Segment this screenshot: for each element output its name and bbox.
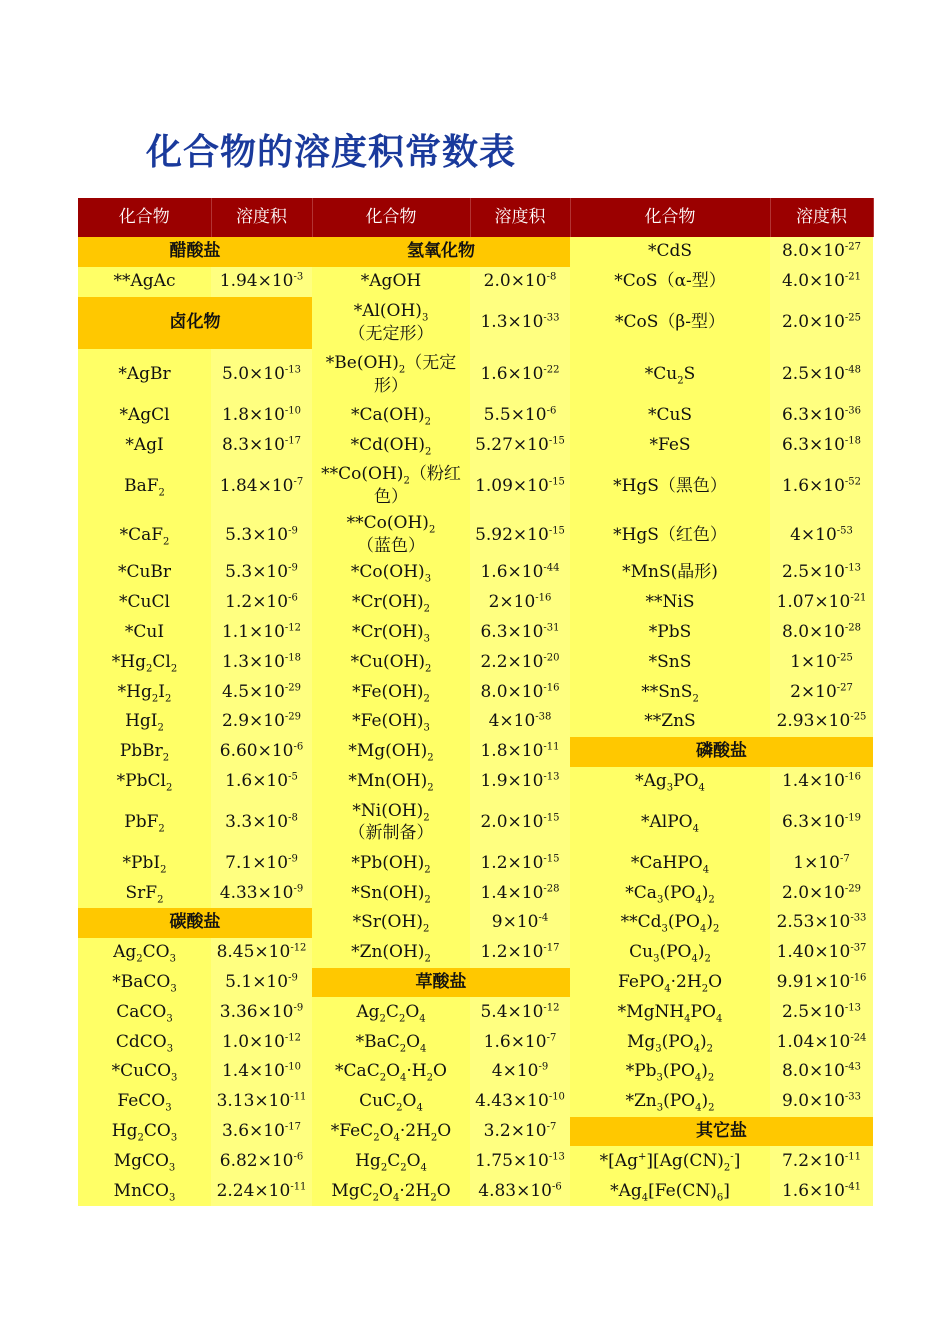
ksp-value: $6.60\times 10^{-6}$	[211, 737, 312, 767]
compound-name: $*[Ag^+][Ag(CN)_2^-]$	[570, 1146, 770, 1176]
ksp-value: $1.2\times 10^{-17}$	[470, 938, 570, 968]
ksp-value: $5.3\times 10^{-9}$	[211, 512, 312, 558]
compound-name: $**Co(OH)_2$（蓝色）	[312, 512, 470, 558]
compound-name: $*Hg_2I_2$	[78, 677, 211, 707]
ksp-value: $4.33\times 10^{-9}$	[211, 878, 312, 908]
compound-name: *AgI	[78, 430, 211, 460]
compound-name: HgI$_2$	[78, 707, 211, 737]
ksp-value: $3.13\times 10^{-11}$	[211, 1087, 312, 1117]
ksp-value: $1.0\times 10^{-12}$	[211, 1027, 312, 1057]
compound-name: $*Mn(OH)_2$	[312, 767, 470, 797]
ksp-value: $1.40\times 10^{-37}$	[770, 938, 873, 968]
compound-name: *CuS	[570, 401, 770, 431]
compound-name: *CaHPO$_4$	[570, 848, 770, 878]
compound-name: *PbI$_2$	[78, 848, 211, 878]
table-row	[78, 588, 873, 618]
compound-name: $*Cd(OH)_2$	[312, 430, 470, 460]
page-title: 化合物的溶度积常数表	[146, 132, 517, 173]
ksp-value: $4.0\times 10^{-21}$	[770, 267, 873, 297]
ksp-value: $2.9\times 10^{-29}$	[211, 707, 312, 737]
table-row	[78, 237, 873, 267]
compound-name: $**Co(OH)_2$（粉红色）	[312, 460, 470, 512]
ksp-value: $2\times 10^{-16}$	[470, 588, 570, 618]
ksp-value: $7.2\times 10^{-11}$	[770, 1146, 873, 1176]
compound-name: $*Zn(OH)_2$	[312, 938, 470, 968]
ksp-value: $8.0\times 10^{-16}$	[470, 677, 570, 707]
table-row	[78, 647, 873, 677]
compound-name: BaF$_2$	[78, 460, 211, 512]
compound-name: $*Sn(OH)_2$	[312, 878, 470, 908]
ksp-value: $1.04\times 10^{-24}$	[770, 1027, 873, 1057]
ksp-value: $5.27\times 10^{-15}$	[470, 430, 570, 460]
compound-name: $FePO_4\cdot 2H_2O$	[570, 968, 770, 998]
table-row	[78, 908, 873, 938]
compound-name: $*Ca(OH)_2$	[312, 401, 470, 431]
compound-name: PbF$_2$	[78, 796, 211, 848]
ksp-value: $4.83\times 10^{-6}$	[470, 1176, 570, 1206]
table-row	[78, 848, 873, 878]
compound-name: $*Zn_3(PO_4)_2$	[570, 1087, 770, 1117]
ksp-value: $6.3\times 10^{-19}$	[770, 796, 873, 848]
ksp-value: $8.45\times 10^{-12}$	[211, 938, 312, 968]
ksp-value: $1.07\times 10^{-21}$	[770, 588, 873, 618]
compound-name: $*Be(OH)_2$（无定形）	[312, 349, 470, 401]
compound-name: **AgAc	[78, 267, 211, 297]
ksp-value: $1.6\times 10^{-41}$	[770, 1176, 873, 1206]
ksp-value: $8.0\times 10^{-43}$	[770, 1057, 873, 1087]
ksp-value: $5.4\times 10^{-12}$	[470, 997, 570, 1027]
ksp-value: $2.53\times 10^{-33}$	[770, 908, 873, 938]
header-ksp-1: 溶度积	[211, 198, 312, 237]
compound-name: $CuC_2O_4$	[312, 1087, 470, 1117]
ksp-value: $4\times 10^{-9}$	[470, 1057, 570, 1087]
compound-name: *CoS（α-型）	[570, 267, 770, 297]
ksp-value: $1.8\times 10^{-11}$	[470, 737, 570, 767]
compound-name: $*Ag_4[Fe(CN)_6]$	[570, 1176, 770, 1206]
ksp-value: $5.0\times 10^{-13}$	[211, 349, 312, 401]
ksp-value: $1.3\times 10^{-33}$	[470, 297, 570, 349]
compound-name: $*Sr(OH)_2$	[312, 908, 470, 938]
ksp-value: $1.2\times 10^{-15}$	[470, 848, 570, 878]
compound-name: CdCO$_3$	[78, 1027, 211, 1057]
compound-name: *CoS（β-型）	[570, 297, 770, 349]
ksp-value: $1.6\times 10^{-52}$	[770, 460, 873, 512]
compound-name: $*CaC_2O_4\cdot H_2O$	[312, 1057, 470, 1087]
compound-name: $MgC_2O_4\cdot 2H_2O$	[312, 1176, 470, 1206]
compound-name: *CuI	[78, 618, 211, 648]
table-row	[78, 512, 873, 558]
table-row	[78, 401, 873, 431]
table-row	[78, 767, 873, 797]
header-compound-1: 化合物	[78, 198, 211, 237]
compound-name: $Ag_2C_2O_4$	[312, 997, 470, 1027]
section-header: 氢氧化物	[312, 237, 570, 267]
section-header: 醋酸盐	[78, 237, 312, 267]
compound-name: $*Fe(OH)_2$	[312, 677, 470, 707]
ksp-value: $2.24\times 10^{-11}$	[211, 1176, 312, 1206]
compound-name: **ZnS	[570, 707, 770, 737]
ksp-value: $4\times 10^{-38}$	[470, 707, 570, 737]
compound-name: $*Cr(OH)_2$	[312, 588, 470, 618]
ksp-value: $3.36\times 10^{-9}$	[211, 997, 312, 1027]
ksp-value: $4.5\times 10^{-29}$	[211, 677, 312, 707]
compound-name: $Cu_3(PO_4)_2$	[570, 938, 770, 968]
ksp-value: $2.5\times 10^{-13}$	[770, 997, 873, 1027]
ksp-value: $3.2\times 10^{-7}$	[470, 1117, 570, 1147]
compound-name: SrF$_2$	[78, 878, 211, 908]
compound-name: $Hg_2C_2O_4$	[312, 1146, 470, 1176]
section-header: 其它盐	[570, 1117, 873, 1147]
ksp-value: $2.5\times 10^{-48}$	[770, 349, 873, 401]
compound-name: *CuCO$_3$	[78, 1057, 211, 1087]
ksp-value: $1.09\times 10^{-15}$	[470, 460, 570, 512]
table-row	[78, 618, 873, 648]
ksp-value: $4.43\times 10^{-10}$	[470, 1087, 570, 1117]
table-row	[78, 938, 873, 968]
table-row	[78, 737, 873, 767]
table-row	[78, 460, 873, 512]
ksp-value: $6.3\times 10^{-18}$	[770, 430, 873, 460]
ksp-value: $2.0\times 10^{-8}$	[470, 267, 570, 297]
table-row	[78, 1027, 873, 1057]
ksp-value: $7.1\times 10^{-9}$	[211, 848, 312, 878]
compound-name: *AgCl	[78, 401, 211, 431]
header-compound-2: 化合物	[312, 198, 470, 237]
compound-name: *HgS（红色）	[570, 512, 770, 558]
ksp-value: $6.3\times 10^{-31}$	[470, 618, 570, 648]
ksp-value: $2.2\times 10^{-20}$	[470, 647, 570, 677]
ksp-value: $1.2\times 10^{-6}$	[211, 588, 312, 618]
ksp-value: $2.0\times 10^{-25}$	[770, 297, 873, 349]
ksp-value: $5.1\times 10^{-9}$	[211, 968, 312, 998]
compound-name: $*Ca_3(PO_4)_2$	[570, 878, 770, 908]
ksp-value: $1.6\times 10^{-44}$	[470, 558, 570, 588]
compound-name: $*Pb(OH)_2$	[312, 848, 470, 878]
ksp-value: $6.3\times 10^{-36}$	[770, 401, 873, 431]
compound-name: $*Hg_2Cl_2$	[78, 647, 211, 677]
ksp-value: $1.4\times 10^{-10}$	[211, 1057, 312, 1087]
compound-name: $*Al(OH)_3$（无定形）	[312, 297, 470, 349]
ksp-value: $4\times 10^{-53}$	[770, 512, 873, 558]
compound-name: FeCO$_3$	[78, 1087, 211, 1117]
compound-name: $*FeC_2O_4\cdot 2H_2O$	[312, 1117, 470, 1147]
ksp-value: $1.3\times 10^{-18}$	[211, 647, 312, 677]
compound-name: CaCO$_3$	[78, 997, 211, 1027]
compound-name: **SnS$_2$	[570, 677, 770, 707]
section-header: 磷酸盐	[570, 737, 873, 767]
table-header-row	[78, 198, 873, 237]
compound-name: $*Cu(OH)_2$	[312, 647, 470, 677]
compound-name: MnCO$_3$	[78, 1176, 211, 1206]
compound-name: *CuBr	[78, 558, 211, 588]
ksp-value: $1.6\times 10^{-7}$	[470, 1027, 570, 1057]
ksp-value: $5.3\times 10^{-9}$	[211, 558, 312, 588]
table-row	[78, 297, 873, 349]
ksp-value: $1.4\times 10^{-28}$	[470, 878, 570, 908]
compound-name: $*Pb_3(PO_4)_2$	[570, 1057, 770, 1087]
table-row	[78, 267, 873, 297]
compound-name: MgCO$_3$	[78, 1146, 211, 1176]
header-ksp-3: 溶度积	[770, 198, 873, 237]
compound-name: *HgS（黑色）	[570, 460, 770, 512]
ksp-value: $1\times 10^{-7}$	[770, 848, 873, 878]
ksp-value: $1.84\times 10^{-7}$	[211, 460, 312, 512]
compound-name: *CuCl	[78, 588, 211, 618]
ksp-value: $2.0\times 10^{-29}$	[770, 878, 873, 908]
ksp-value: $9.91\times 10^{-16}$	[770, 968, 873, 998]
table-row	[78, 997, 873, 1027]
table-row	[78, 1176, 873, 1206]
header-compound-3: 化合物	[570, 198, 770, 237]
table-row	[78, 707, 873, 737]
table-row	[78, 1117, 873, 1147]
ksp-value: $1\times 10^{-25}$	[770, 647, 873, 677]
ksp-value: $1.94\times 10^{-3}$	[211, 267, 312, 297]
table-row	[78, 878, 873, 908]
compound-name: $Mg_3(PO_4)_2$	[570, 1027, 770, 1057]
compound-name: $**Cd_3(PO_4)_2$	[570, 908, 770, 938]
ksp-value: $1.4\times 10^{-16}$	[770, 767, 873, 797]
compound-name: $*Ni(OH)_2$（新制备）	[312, 796, 470, 848]
compound-name: *AlPO$_4$	[570, 796, 770, 848]
ksp-value: $8.0\times 10^{-28}$	[770, 618, 873, 648]
ksp-value: $1.6\times 10^{-5}$	[211, 767, 312, 797]
section-header: 卤化物	[78, 297, 312, 349]
ksp-value: $1.75\times 10^{-13}$	[470, 1146, 570, 1176]
compound-name: $*Ag_3PO_4$	[570, 767, 770, 797]
table-row	[78, 349, 873, 401]
compound-name: $*Fe(OH)_3$	[312, 707, 470, 737]
compound-name: $*Cr(OH)_3$	[312, 618, 470, 648]
compound-name: *CdS	[570, 237, 770, 267]
ksp-value: $2.93\times 10^{-25}$	[770, 707, 873, 737]
ksp-value: $1.9\times 10^{-13}$	[470, 767, 570, 797]
ksp-value: $8.0\times 10^{-27}$	[770, 237, 873, 267]
table-row	[78, 677, 873, 707]
ksp-value: $5.92\times 10^{-15}$	[470, 512, 570, 558]
ksp-value: $2.5\times 10^{-13}$	[770, 558, 873, 588]
compound-name: *SnS	[570, 647, 770, 677]
section-header: 碳酸盐	[78, 908, 312, 938]
ksp-value: $2\times 10^{-27}$	[770, 677, 873, 707]
ksp-value: $3.3\times 10^{-8}$	[211, 796, 312, 848]
compound-name: *FeS	[570, 430, 770, 460]
compound-name: $*MgNH_4PO_4$	[570, 997, 770, 1027]
ksp-value: $5.5\times 10^{-6}$	[470, 401, 570, 431]
table-row	[78, 1057, 873, 1087]
compound-name: *AgOH	[312, 267, 470, 297]
compound-name: **NiS	[570, 588, 770, 618]
compound-name: *MnS(晶形)	[570, 558, 770, 588]
solubility-product-table	[78, 198, 874, 1206]
compound-name: *AgBr	[78, 349, 211, 401]
ksp-value: $9\times 10^{-4}$	[470, 908, 570, 938]
ksp-value: $6.82\times 10^{-6}$	[211, 1146, 312, 1176]
table-row	[78, 1087, 873, 1117]
ksp-value: $8.3\times 10^{-17}$	[211, 430, 312, 460]
compound-name: *BaCO$_3$	[78, 968, 211, 998]
ksp-value: $9.0\times 10^{-33}$	[770, 1087, 873, 1117]
table-row	[78, 430, 873, 460]
table-row	[78, 968, 873, 998]
table-row	[78, 796, 873, 848]
compound-name: PbBr$_2$	[78, 737, 211, 767]
compound-name: $Ag_2CO_3$	[78, 938, 211, 968]
ksp-value: $2.0\times 10^{-15}$	[470, 796, 570, 848]
compound-name: $*Cu_2S$	[570, 349, 770, 401]
section-header: 草酸盐	[312, 968, 570, 998]
compound-name: $*BaC_2O_4$	[312, 1027, 470, 1057]
table-row	[78, 1146, 873, 1176]
header-ksp-2: 溶度积	[470, 198, 570, 237]
compound-name: *PbS	[570, 618, 770, 648]
compound-name: *PbCl$_2$	[78, 767, 211, 797]
compound-name: *CaF$_2$	[78, 512, 211, 558]
ksp-value: $3.6\times 10^{-17}$	[211, 1117, 312, 1147]
table-body	[78, 237, 873, 1206]
compound-name: $*Mg(OH)_2$	[312, 737, 470, 767]
table-row	[78, 558, 873, 588]
compound-name: $Hg_2CO_3$	[78, 1117, 211, 1147]
compound-name: $*Co(OH)_3$	[312, 558, 470, 588]
ksp-value: $1.1\times 10^{-12}$	[211, 618, 312, 648]
ksp-value: $1.8\times 10^{-10}$	[211, 401, 312, 431]
ksp-value: $1.6\times 10^{-22}$	[470, 349, 570, 401]
